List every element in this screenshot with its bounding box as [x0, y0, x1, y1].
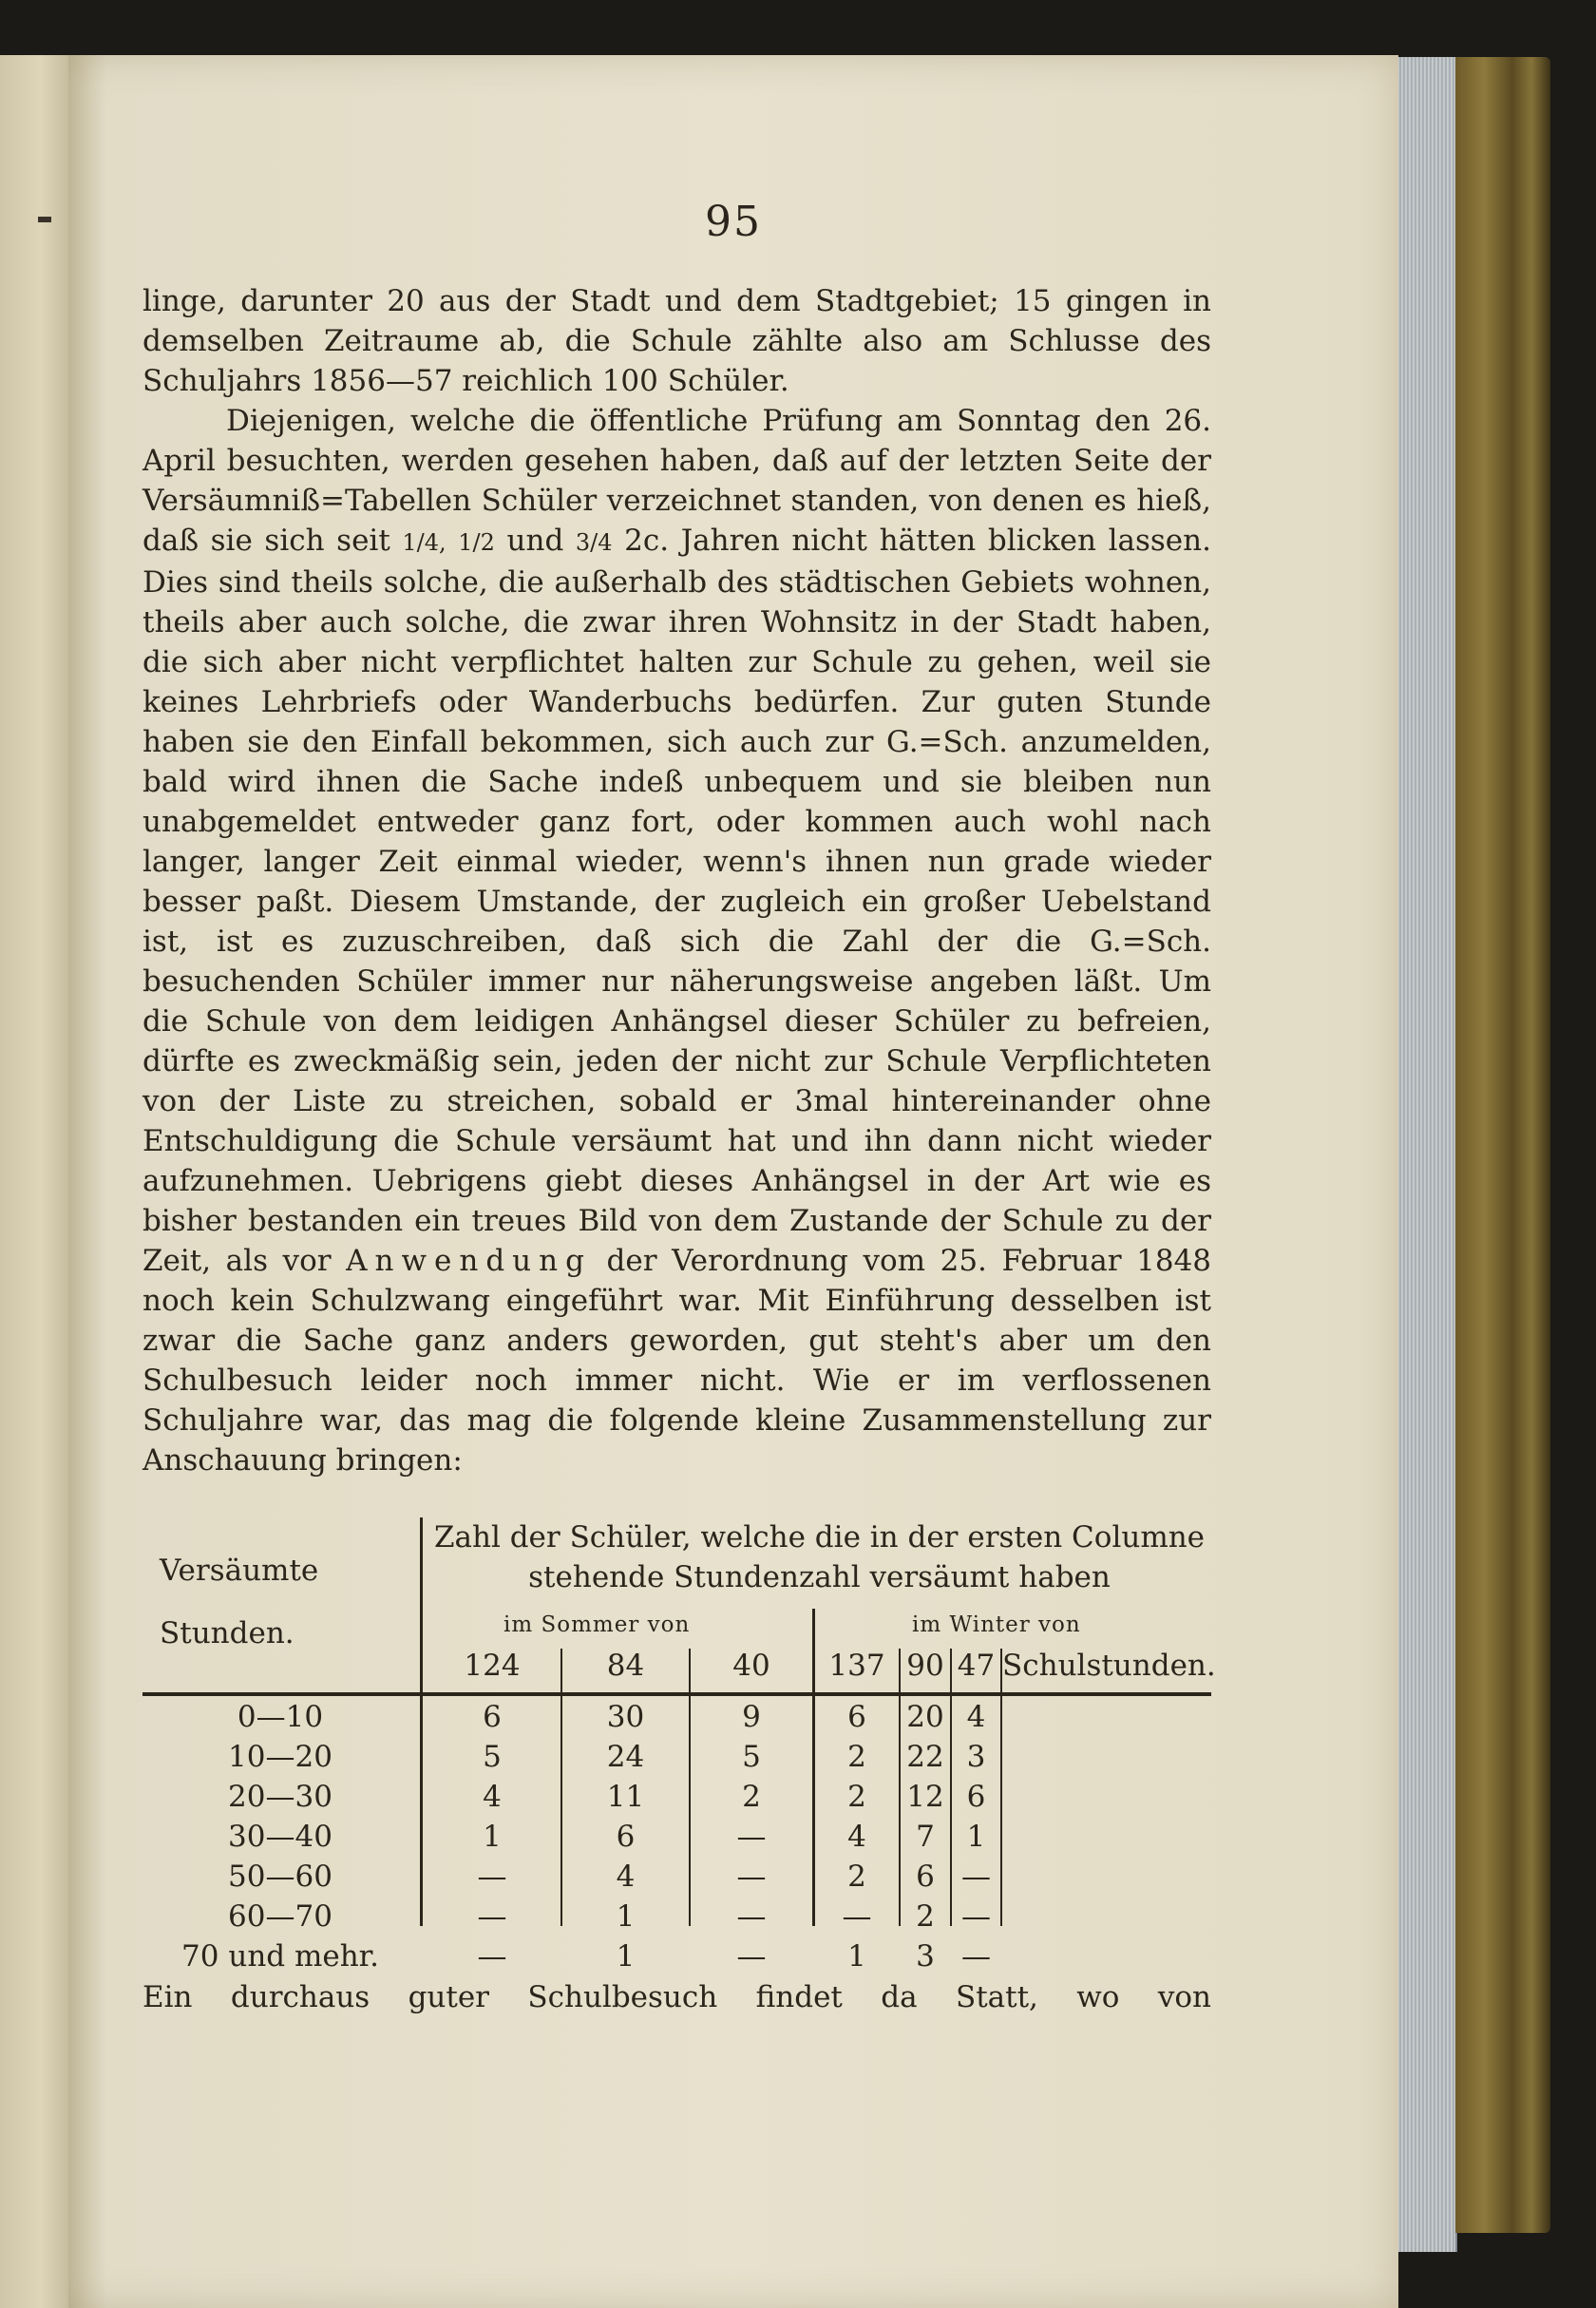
- row-label: 30—40: [228, 1820, 332, 1854]
- table-row: [142, 1700, 1211, 1740]
- paragraph-2-part-c: der Verordnung vom 25. Februar 1848 noch kein Schulzwang eingeführt war. Mit Einführung desselben ist zwar die Sache ganz anders geworden, gut steht's aber um den Schulbesuch leider noch immer nicht. Wie er im verflossenen Schuljahre war, das mag die folgende kleine Zusammenstellung zur Anschauung bringen:: [142, 1244, 1212, 1478]
- spaced-word: Anwendung: [346, 1244, 592, 1278]
- cell: 6: [483, 1700, 502, 1734]
- col-header-schulstunden: Schulstunden.: [1002, 1649, 1216, 1683]
- row-header: [142, 1517, 418, 1696]
- row-label: 70 und mehr.: [181, 1939, 379, 1974]
- col-header-40: 40: [732, 1649, 770, 1683]
- row-header-line2: Stunden.: [160, 1616, 294, 1650]
- cell: —: [736, 1860, 767, 1894]
- cell: 1: [966, 1820, 986, 1854]
- fraction-and: und: [506, 524, 564, 558]
- cell: 9: [742, 1700, 761, 1734]
- table-row: [142, 1939, 1211, 1979]
- cell: 3: [916, 1939, 935, 1974]
- cell: 12: [906, 1780, 944, 1814]
- closing-line: Ein durchaus guter Schulbesuch findet da Statt, wo von: [142, 1980, 1211, 2014]
- row-label: 10—20: [228, 1740, 332, 1774]
- etc-abbrev: 2c.: [624, 524, 670, 558]
- table-row: [142, 1860, 1211, 1899]
- cell: 2: [847, 1740, 866, 1774]
- cell: 2: [916, 1899, 935, 1934]
- cell: —: [477, 1899, 507, 1934]
- cell: 1: [483, 1820, 502, 1854]
- row-label: 20—30: [228, 1780, 332, 1814]
- cell: 1: [616, 1899, 636, 1934]
- cell: 6: [916, 1860, 935, 1894]
- col-header-124: 124: [464, 1649, 521, 1683]
- cell: 4: [847, 1820, 866, 1854]
- winter-label: im Winter von: [912, 1612, 1081, 1637]
- table-title: Zahl der Schüler, welche die in der ersten Columne stehende Stundenzahl versäumt haben: [433, 1520, 1206, 1594]
- col-header-137: 137: [828, 1649, 885, 1683]
- fraction-three-quarters: 3/4: [575, 529, 613, 556]
- paragraph-2-part-a: Diejenigen, welche die öffentliche Prüfung am Sonntag den 26. April besuchten, werden gesehen haben, daß auf der letzten Seite der Versäumniß=Tabellen Schüler verzeichnet standen, von denen es hieß, daß sie sich seit: [142, 404, 1211, 558]
- ink-mark: [38, 217, 51, 222]
- page-number: 95: [705, 198, 762, 246]
- row-label: 0—10: [237, 1700, 324, 1734]
- cell: 11: [606, 1780, 645, 1814]
- cell: 22: [906, 1740, 944, 1774]
- cell: 4: [616, 1860, 636, 1894]
- paragraph-2-part-b: Jahren nicht hätten blicken lassen. Dies sind theils solche, die außerhalb des städtischen Gebiets wohnen, theils aber auch solche, die zwar ihren Wohnsitz in der Stadt haben, die sich aber nicht verpflichtet halten zur Schule zu gehen, weil sie keines Lehrbriefs oder Wanderbuchs bedürfen. Zur guten Stunde haben sie den Einfall bekommen, sich auch zur G.=Sch. anzumelden, bald wird ihnen die Sache indeß unbequem und sie bleiben nun unabgemeldet entweder ganz fort, oder kommen auch wohl nach langer, langer Zeit einmal wieder, wenn's ihnen nun grade wieder besser paßt. Diesem Umstande, der zugleich ein großer Uebelstand ist, ist es zuzuschreiben, daß sich die Zahl der die G.=Sch. besuchenden Schüler immer nur näherungsweise angeben läßt. Um die Schule von dem leidigen Anhängsel dieser Schüler zu befreien, dürfte es zweckmäßig sein, jeden der nicht zur Schule Verpflichteten von der Liste zu streichen, sobald er 3mal hintereinander ohne Entschuldigung die Schule versäumt hat und ihn dann nicht wieder aufzunehmen. Uebrigens giebt dieses Anhängsel in der Art wie es bisher bestanden ein treues Bild von dem Zustande der Schule zu der Zeit, als vor: [142, 524, 1211, 1278]
- body-text: [142, 281, 1211, 1480]
- cell: —: [961, 1899, 991, 1934]
- cell: 1: [847, 1939, 866, 1974]
- col-header-47: 47: [957, 1649, 996, 1683]
- row-label: 50—60: [228, 1860, 332, 1894]
- row-header-line1: Versäumte: [160, 1554, 319, 1588]
- cell: 6: [616, 1820, 636, 1854]
- fraction-quarter: 1/4,: [402, 529, 446, 556]
- cell: 2: [847, 1780, 866, 1814]
- cell: 6: [966, 1780, 986, 1814]
- cell: —: [842, 1899, 872, 1934]
- cell: —: [477, 1939, 507, 1974]
- col-header-84: 84: [606, 1649, 645, 1683]
- cell: 5: [483, 1740, 502, 1774]
- cell: 5: [742, 1740, 761, 1774]
- cell: —: [736, 1820, 767, 1854]
- col-header-90: 90: [906, 1649, 944, 1683]
- paragraph-1: linge, darunter 20 aus der Stadt und dem Stadtgebiet; 15 gingen in demselben Zeitraume ab, die Schule zählte also am Schlusse des Schuljahrs 1856—57 reichlich 100 Schüler.: [142, 284, 1211, 398]
- book-cover: [1455, 57, 1550, 2233]
- row-label: 60—70: [228, 1899, 332, 1934]
- table-row: [142, 1740, 1211, 1780]
- cell: 2: [847, 1860, 866, 1894]
- table-row: [142, 1899, 1211, 1939]
- summer-label: im Sommer von: [504, 1612, 691, 1637]
- cell: 1: [616, 1939, 636, 1974]
- cell: —: [961, 1860, 991, 1894]
- cell: 4: [483, 1780, 502, 1814]
- cell: 3: [966, 1740, 986, 1774]
- paragraph-2: [142, 401, 1211, 1480]
- absence-table: [142, 1517, 1216, 1983]
- facing-page: [0, 55, 68, 2308]
- table-row: [142, 1820, 1211, 1860]
- cell: 4: [966, 1700, 986, 1734]
- header-rule: [142, 1692, 1211, 1696]
- cell: —: [736, 1939, 767, 1974]
- cell: —: [477, 1860, 507, 1894]
- fraction-half: 1/2: [458, 529, 495, 556]
- cell: —: [961, 1939, 991, 1974]
- table-row: [142, 1780, 1211, 1820]
- page-edges: [1398, 57, 1457, 2252]
- cell: 2: [742, 1780, 761, 1814]
- cell: 7: [916, 1820, 935, 1854]
- cell: 24: [606, 1740, 645, 1774]
- cell: —: [736, 1899, 767, 1934]
- cell: 6: [847, 1700, 866, 1734]
- cell: 30: [606, 1700, 645, 1734]
- cell: 20: [906, 1700, 944, 1734]
